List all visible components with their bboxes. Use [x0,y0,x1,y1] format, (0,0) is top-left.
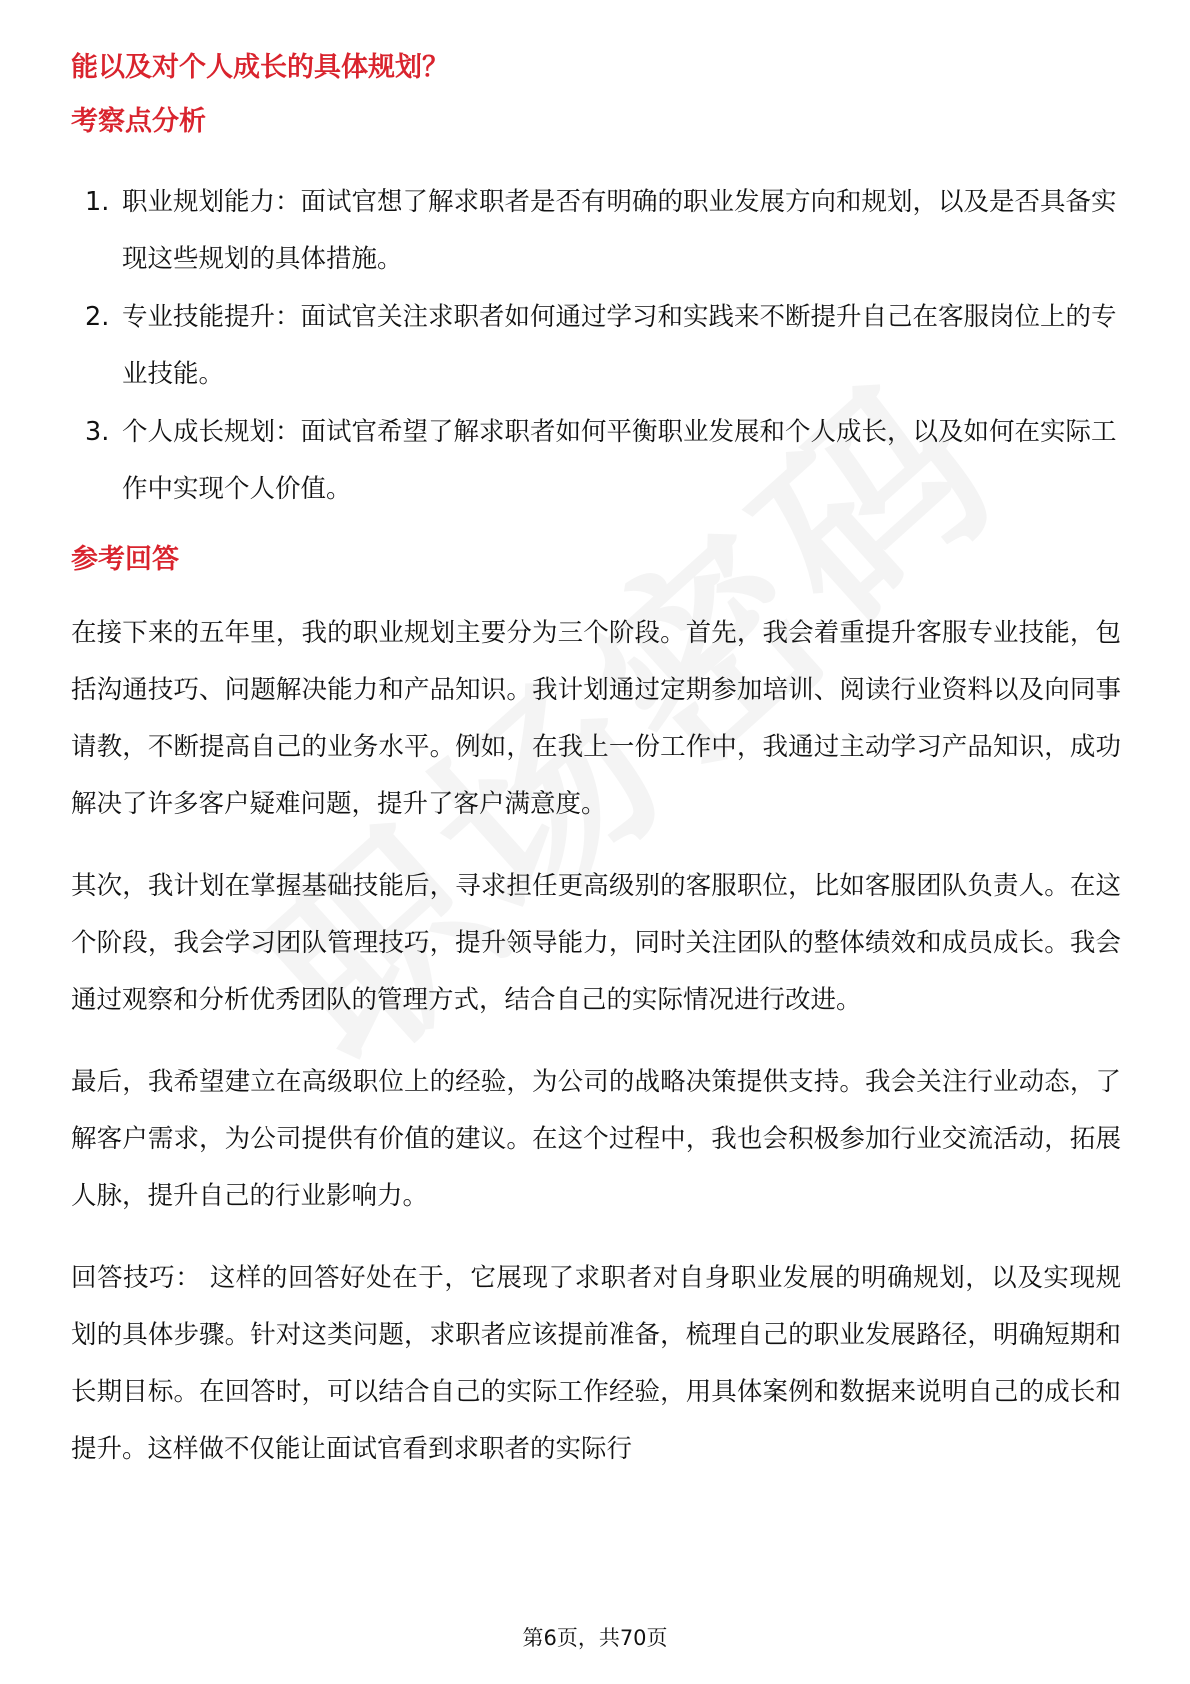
analysis-item [71,289,1121,403]
analysis-heading: 考察点分析 [71,106,206,137]
analysis-item [71,174,1121,288]
analysis-item [71,404,1121,518]
question-title-continuation: 能以及对个人成长的具体规划？ [71,52,449,83]
page-number: 第6页，共70页 [522,1626,668,1650]
item-text: 职业规划能力：面试官想了解求职者是否有明确的职业发展方向和规划，以及是否具备实现这些规划的具体措施。 [122,187,1117,274]
analysis-list [71,174,1121,518]
item-number: 3. [85,417,110,447]
answer-heading: 参考回答 [71,544,179,575]
item-text: 个人成长规划：面试官希望了解求职者如何平衡职业发展和个人成长，以及如何在实际工作中实现个人价值。 [122,417,1117,504]
item-number: 1. [85,187,110,217]
answer-paragraph: 最后，我希望建立在高级职位上的经验，为公司的战略决策提供支持。我会关注行业动态，了解客户需求，为公司提供有价值的建议。在这个过程中，我也会积极参加行业交流活动，拓展人脉，提升自己的行业影响力。 [71,1067,1121,1211]
answer-paragraph: 其次，我计划在掌握基础技能后，寻求担任更高级别的客服职位，比如客服团队负责人。在这个阶段，我会学习团队管理技巧，提升领导能力，同时关注团队的整体绩效和成员成长。我会通过观察和分析优秀团队的管理方式，结合自己的实际情况进行改进。 [71,871,1121,1015]
item-text: 专业技能提升：面试官关注求职者如何通过学习和实践来不断提升自己在客服岗位上的专业技能。 [122,302,1117,389]
answer-tips-paragraph: 回答技巧： 这样的回答好处在于，它展现了求职者对自身职业发展的明确规划，以及实现规划的具体步骤。针对这类问题，求职者应该提前准备，梳理自己的职业发展路径，明确短期和长期目标。在回答时，可以结合自己的实际工作经验，用具体案例和数据来说明自己的成长和提升。这样做不仅能让面试官看到求职者的实际行 [71,1263,1121,1464]
page-content [71,48,1121,1478]
answer-paragraph: 在接下来的五年里，我的职业规划主要分为三个阶段。首先，我会着重提升客服专业技能，包括沟通技巧、问题解决能力和产品知识。我计划通过定期参加培训、阅读行业资料以及向同事请教，不断提高自己的业务水平。例如，在我上一份工作中，我通过主动学习产品知识，成功解决了许多客户疑难问题，提升了客户满意度。 [71,618,1121,819]
item-number: 2. [85,302,110,332]
